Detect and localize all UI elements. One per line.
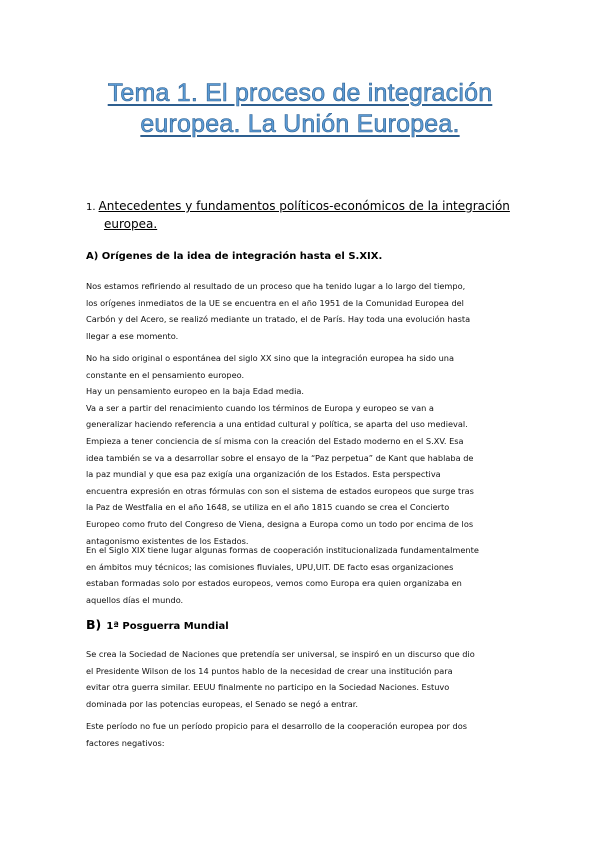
paragraph-2 [86, 350, 516, 549]
section-heading-line-2: europea. [104, 217, 158, 231]
paragraph-line: En el Siglo XIX tiene lugar algunas formas de cooperación institucionalizada fundamentalmente [86, 545, 479, 555]
paragraph-line: Hay un pensamiento europeo en la baja Edad media. [86, 386, 304, 397]
paragraph-line: generalizar haciendo referencia a una entidad cultural y política, se aparta del uso medieval. [86, 419, 468, 430]
paragraph-line: Este período no fue un período propicio para el desarrollo de la cooperación europea por dos [86, 721, 468, 731]
paragraph-line: idea también se va a desarrollar sobre el ensayo de la “Paz perpetua” de Kant que hablaba de [86, 452, 474, 463]
subheading-b-text: 1ª Posguerra Mundial [106, 621, 229, 632]
paragraph-line: Va a ser a partir del renacimiento cuando los términos de Europa y europeo se van a [86, 402, 434, 413]
paragraph-line: encuentra expresión en otras fórmulas con son el sistema de estados europeos que surge tras [86, 485, 474, 496]
paragraph-line: el Presidente Wilson de los 14 puntos hablo de la necesidad de crear una institución para [86, 665, 453, 676]
paragraph-line: Carbón y del Acero, se realizó mediante un tratado, el de París. Hay toda una evolución hasta [86, 314, 471, 325]
paragraph-line: la Paz de Westfalia en el año 1648, se utiliza en el año 1815 cuando se crea el Concierto [86, 502, 450, 513]
section-heading-line-1: Antecedentes y fundamentos políticos-económicos de la integración [98, 199, 510, 213]
paragraph-line: antagonismo existentes de los Estados. [86, 535, 249, 546]
section-number: 1. [86, 202, 96, 213]
paragraph-line: en ámbitos muy técnicos; las comisiones fluviales, UPU,UIT. DE facto esas organizaciones [86, 561, 454, 572]
paragraph-line: dominada por las potencias europeas, el Senado se negó a entrar. [86, 698, 359, 709]
paragraph-line: No ha sido original o espontánea del siglo XX sino que la integración europea ha sido una [86, 353, 455, 363]
section-heading-1 [86, 198, 516, 233]
subheading-b-letter: B) [86, 617, 102, 632]
document-title [60, 78, 540, 140]
paragraph-line: Se crea la Sociedad de Naciones que pretendía ser universal, se inspiró en un discurso que dio [86, 649, 475, 659]
paragraph-line: aquellos días el mundo. [86, 594, 184, 605]
paragraph-1 [86, 278, 516, 344]
paragraph-line: factores negativos: [86, 737, 165, 748]
subheading-a: A) Orígenes de la idea de integración hasta el S.XIX. [86, 251, 383, 262]
paragraph-line: Empieza a tener conciencia de sí misma con la creación del Estado moderno en el S.XV. Esa [86, 435, 464, 446]
paragraph-5 [86, 718, 516, 751]
paragraph-line: Nos estamos refiriendo al resultado de un proceso que ha tenido lugar a lo largo del tiempo, [86, 281, 466, 291]
paragraph-3 [86, 542, 516, 608]
title-line-2: europea. La Unión Europea. [140, 110, 460, 138]
paragraph-line: los orígenes inmediatos de la UE se encuentra en el año 1951 de la Comunidad Europea del [86, 297, 464, 308]
paragraph-4 [86, 646, 516, 712]
paragraph-line: evitar otra guerra similar. EEUU finalmente no participo en la Sociedad Naciones. Estuvo [86, 682, 450, 693]
paragraph-line: Europeo como fruto del Congreso de Viena, designa a Europa como un todo por encima de los [86, 518, 474, 529]
paragraph-line: llegar a ese momento. [86, 330, 179, 341]
paragraph-line: estaban formadas solo por estados europeos, vemos como Europa era quien organizaba en [86, 578, 462, 589]
paragraph-line: la paz mundial y que esa paz exigía una organización de los Estados. Esta perspectiva [86, 469, 441, 480]
title-line-1: Tema 1. El proceso de integración [107, 79, 493, 107]
paragraph-line: constante en el pensamiento europeo. [86, 369, 245, 380]
subheading-b [86, 616, 229, 635]
